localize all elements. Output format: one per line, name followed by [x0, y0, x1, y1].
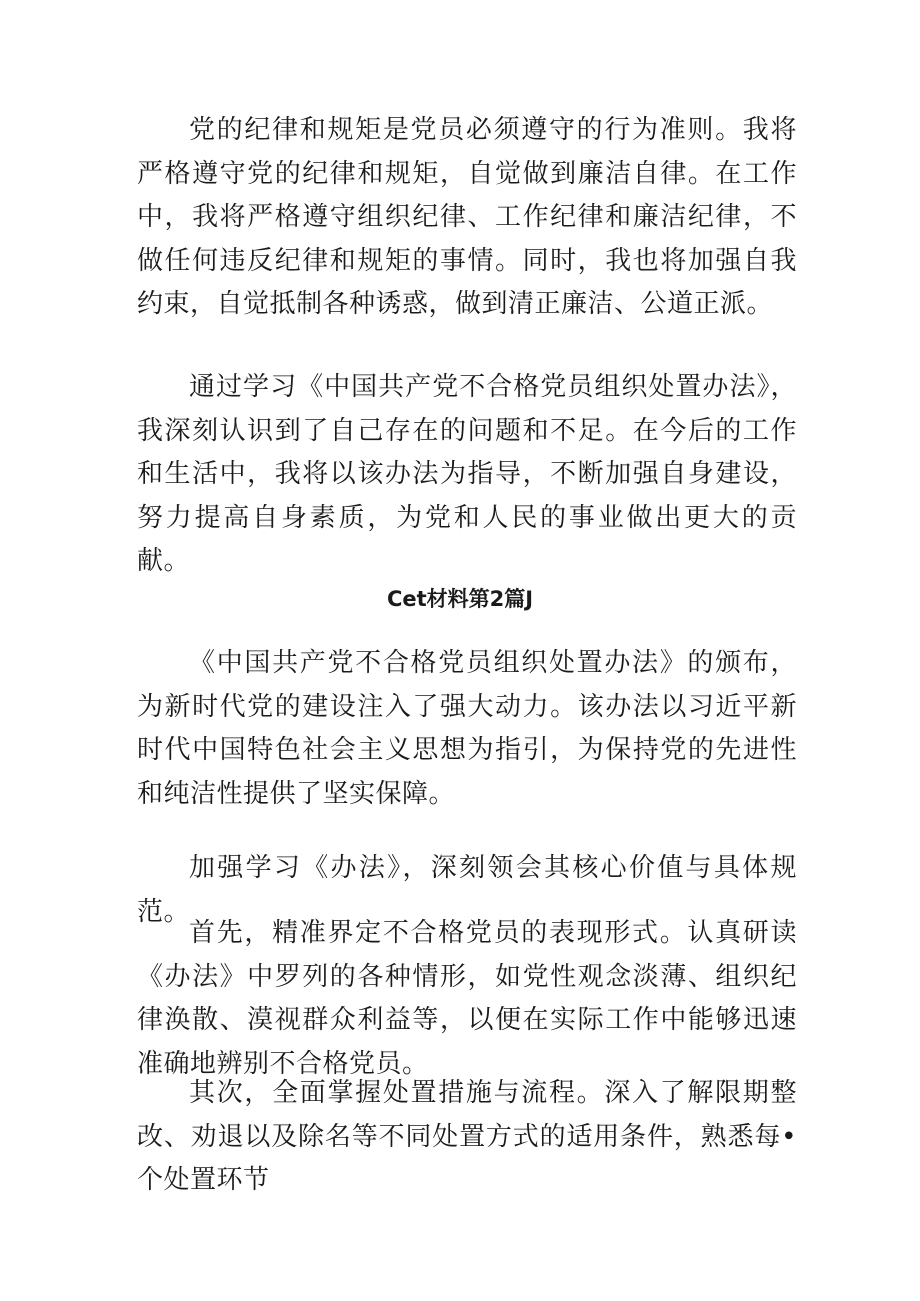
- paragraph-first-point: 首先，精准界定不合格党员的表现形式。认真研读《办法》中罗列的各种情形，如党性观念淡薄、组织纪律涣散、漠视群众利益等，以便在实际工作中能够迅速准确地辨别不合格党员。: [137, 918, 797, 1079]
- paragraph-promulgation: 《中国共产党不合格党员组织处置办法》的颁布，为新时代党的建设注入了强大动力。该办法以习近平新时代中国特色社会主义思想为指引，为保持党的先进性和纯洁性提供了坚实保障。: [137, 648, 797, 809]
- paragraph-second-point: 其次，全面掌握处置措施与流程。深入了解限期整改、劝退以及除名等不同处置方式的适用条件，熟悉每•个处置环节: [137, 1078, 797, 1195]
- section-heading: Cet材料第2篇J: [386, 587, 534, 611]
- paragraph-strengthen-study: 加强学习《办法》，深刻领会其核心价值与具体规范。: [137, 853, 797, 927]
- paragraph-discipline: 党的纪律和规矩是党员必须遵守的行为准则。我将严格遵守党的纪律和规矩，自觉做到廉洁自律。在工作中，我将严格遵守组织纪律、工作纪律和廉洁纪律，不做任何违反纪律和规矩的事情。同时，我也将加强自我约束，自觉抵制各种诱惑，做到清正廉洁、公道正派。: [137, 115, 797, 319]
- paragraph-study-reflection: 通过学习《中国共产党不合格党员组织处置办法》，我深刻认识到了自己存在的问题和不足。在今后的工作和生活中，我将以该办法为指导，不断加强自身建设，努力提高自身素质，为党和人民的事业做出更大的贡献。: [137, 372, 797, 576]
